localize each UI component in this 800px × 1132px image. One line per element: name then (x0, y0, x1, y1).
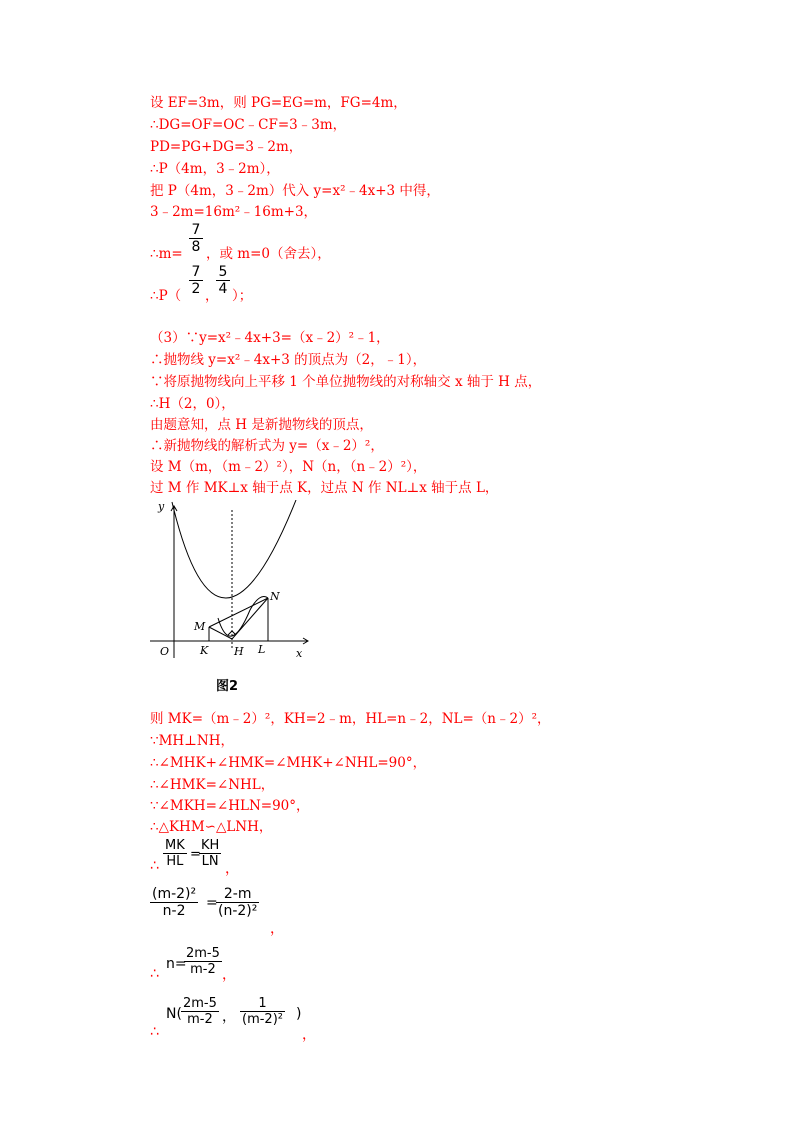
frac-den: HL (166, 854, 184, 869)
frac-num: KH (201, 838, 220, 853)
fraction-m (189, 222, 203, 255)
fraction-eq2-left (150, 886, 198, 919)
frac-num: 5 (218, 264, 228, 280)
fraction-eq2-right (216, 886, 259, 919)
frac-den: m-2 (190, 962, 216, 977)
frac-num: 2-m (223, 886, 252, 902)
comma: ， (225, 861, 239, 877)
frac-num: (m-2)² (152, 886, 197, 902)
fraction-n (184, 946, 222, 977)
text-line: ∴△KHM∽△LNH， (150, 819, 273, 835)
text-line: ∴P（4m，3﹣2m）， (150, 161, 280, 177)
frac-num: 2m-5 (183, 996, 217, 1011)
comma: ， (222, 967, 236, 983)
text-line: 3﹣2m=16m²﹣16m+3， (150, 204, 318, 220)
frac-den: n-2 (162, 903, 186, 919)
segment-mh (209, 627, 232, 639)
separator-comma: ， (222, 1009, 236, 1025)
text-line: ∴∠HMK=∠NHL， (150, 777, 275, 793)
therefore-symbol: ∴ (150, 1024, 159, 1040)
equals-sign: = (190, 847, 201, 862)
fraction-py (216, 264, 230, 297)
fraction-nx (181, 996, 219, 1027)
label-n: N (270, 590, 280, 603)
frac-num: 7 (191, 222, 201, 238)
figure-caption: 图2 (216, 679, 239, 694)
parabola-figure (148, 500, 318, 668)
label-o: O (160, 645, 170, 658)
label-m: M (194, 620, 206, 633)
label-l: L (258, 643, 266, 656)
p-sep: ， (205, 288, 219, 304)
text-line: ∴DG=OF=OC﹣CF=3﹣3m， (150, 117, 347, 133)
text-line: ∴新抛物线的解析式为 y=（x﹣2）²， (150, 438, 384, 454)
segment-hn (232, 598, 268, 639)
fraction-ny (240, 996, 285, 1027)
text-line: 过 M 作 MK⊥x 轴于点 K，过点 N 作 NL⊥x 轴于点 L， (150, 480, 499, 496)
n-point-open: N( (166, 1006, 182, 1022)
m-suffix: ，或 m=0（舍去）， (206, 246, 331, 262)
original-parabola (172, 500, 296, 598)
m-prefix: ∴m= (150, 246, 183, 262)
frac-den: 8 (191, 239, 201, 255)
label-k: K (200, 644, 209, 657)
text-line: PD=PG+DG=3﹣2m， (150, 139, 303, 155)
segment-mn (209, 598, 268, 627)
equals-sign: = (206, 895, 218, 911)
n-equals: n= (166, 956, 187, 972)
frac-num: 2m-5 (186, 946, 220, 961)
frac-num: MK (165, 838, 185, 853)
text-line: ∴∠MHK+∠HMK=∠MHK+∠NHL=90°， (150, 755, 427, 771)
text-line: 设 EF=3m，则 PG=EG=m，FG=4m， (150, 95, 407, 111)
label-x: x (296, 647, 303, 660)
text-line: （3）∵y=x²﹣4x+3=（x﹣2）²﹣1， (150, 330, 390, 346)
fraction-kh-ln (199, 838, 221, 869)
frac-den: m-2 (187, 1012, 213, 1027)
new-parabola (218, 597, 268, 637)
text-line: ∵MH⊥NH， (150, 733, 234, 749)
frac-den: LN (201, 854, 219, 869)
label-h: H (234, 645, 244, 658)
frac-den: 2 (191, 281, 201, 297)
label-y: y (158, 500, 165, 513)
text-line: ∴抛物线 y=x²﹣4x+3 的顶点为（2，﹣1）， (150, 352, 427, 368)
therefore-symbol: ∴ (150, 858, 159, 874)
text-line: 设 M（m，（m﹣2）²），N（n，（n﹣2）²）， (150, 459, 427, 475)
fraction-px (189, 264, 203, 297)
text-line: 由题意知，点 H 是新抛物线的顶点， (150, 417, 373, 433)
text-line: ∵∠MKH=∠HLN=90°， (150, 798, 310, 814)
text-line: ∵将原抛物线向上平移 1 个单位抛物线的对称轴交 x 轴于 H 点， (150, 374, 542, 390)
frac-den: 4 (218, 281, 228, 297)
frac-num: 7 (191, 264, 201, 280)
text-line: 把 P（4m，3﹣2m）代入 y=x²﹣4x+3 中得， (150, 183, 440, 199)
n-point-close: ) (296, 1006, 302, 1022)
therefore-symbol: ∴ (150, 966, 159, 982)
comma: ， (302, 1027, 316, 1043)
frac-num: 1 (258, 996, 267, 1011)
frac-den: (n-2)² (218, 903, 258, 919)
m-line (150, 245, 183, 263)
fraction-mk-hl (163, 838, 187, 869)
comma: ， (270, 921, 284, 937)
text-line: ∴H（2，0）， (150, 396, 235, 412)
p-prefix: ∴P（ (150, 288, 182, 304)
p-suffix: ）； (232, 288, 253, 304)
text-line: 则 MK=（m﹣2）²，KH=2﹣m，HL=n﹣2，NL=（n﹣2）²， (150, 711, 551, 727)
frac-den: (m-2)² (242, 1012, 283, 1027)
